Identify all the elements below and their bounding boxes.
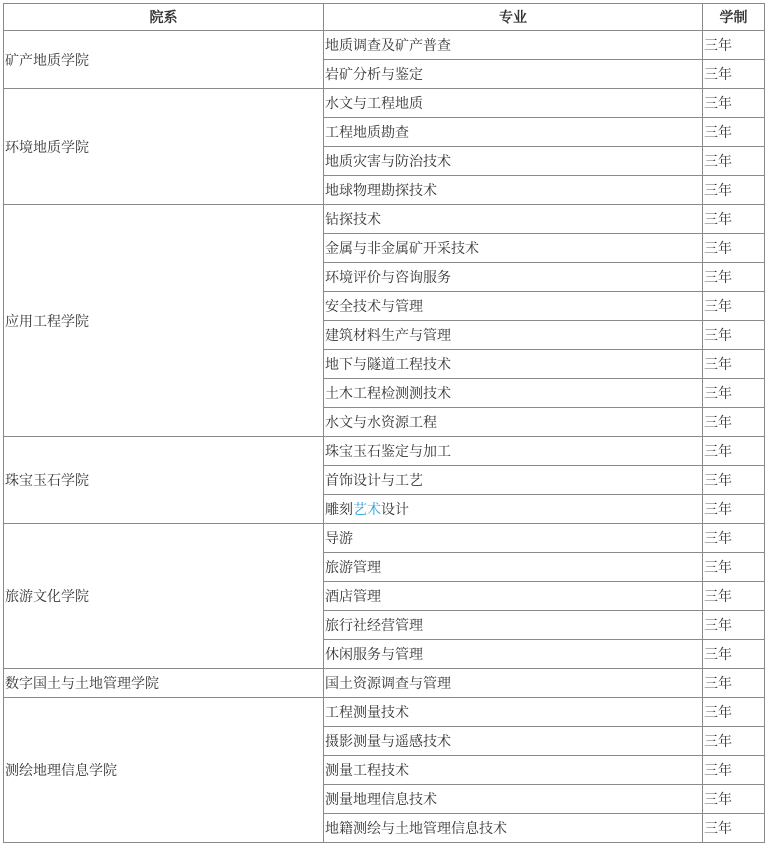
duration-cell: 三年 bbox=[703, 466, 765, 495]
duration-cell: 三年 bbox=[703, 524, 765, 553]
table-row bbox=[4, 669, 765, 698]
major-cell: 休闲服务与管理 bbox=[324, 640, 703, 669]
major-cell: 酒店管理 bbox=[324, 582, 703, 611]
art-link[interactable]: 艺术 bbox=[353, 502, 381, 518]
duration-cell: 三年 bbox=[703, 176, 765, 205]
duration-cell: 三年 bbox=[703, 205, 765, 234]
major-cell: 工程测量技术 bbox=[324, 698, 703, 727]
major-cell: 工程地质勘查 bbox=[324, 118, 703, 147]
duration-cell: 三年 bbox=[703, 437, 765, 466]
header-duration: 学制 bbox=[703, 4, 765, 31]
major-cell bbox=[324, 495, 703, 524]
major-cell: 国土资源调查与管理 bbox=[324, 669, 703, 698]
duration-cell: 三年 bbox=[703, 669, 765, 698]
duration-cell: 三年 bbox=[703, 234, 765, 263]
duration-cell: 三年 bbox=[703, 379, 765, 408]
major-cell: 测量工程技术 bbox=[324, 756, 703, 785]
major-cell: 土木工程检测测技术 bbox=[324, 379, 703, 408]
header-college: 院系 bbox=[4, 4, 324, 31]
major-cell: 旅行社经营管理 bbox=[324, 611, 703, 640]
duration-cell: 三年 bbox=[703, 292, 765, 321]
duration-cell: 三年 bbox=[703, 756, 765, 785]
table-row bbox=[4, 31, 765, 60]
major-cell: 珠宝玉石鉴定与加工 bbox=[324, 437, 703, 466]
college-cell: 珠宝玉石学院 bbox=[4, 437, 324, 524]
major-cell: 地球物理勘探技术 bbox=[324, 176, 703, 205]
duration-cell: 三年 bbox=[703, 408, 765, 437]
duration-cell: 三年 bbox=[703, 611, 765, 640]
college-cell: 环境地质学院 bbox=[4, 89, 324, 205]
duration-cell: 三年 bbox=[703, 147, 765, 176]
major-cell: 岩矿分析与鉴定 bbox=[324, 60, 703, 89]
duration-cell: 三年 bbox=[703, 495, 765, 524]
duration-cell: 三年 bbox=[703, 785, 765, 814]
table-row bbox=[4, 205, 765, 234]
duration-cell: 三年 bbox=[703, 814, 765, 843]
header-major: 专业 bbox=[324, 4, 703, 31]
major-cell: 测量地理信息技术 bbox=[324, 785, 703, 814]
major-cell: 建筑材料生产与管理 bbox=[324, 321, 703, 350]
major-text-part: 雕刻 bbox=[325, 502, 353, 518]
table-row bbox=[4, 89, 765, 118]
duration-cell: 三年 bbox=[703, 553, 765, 582]
major-cell: 金属与非金属矿开采技术 bbox=[324, 234, 703, 263]
duration-cell: 三年 bbox=[703, 118, 765, 147]
major-cell: 地下与隧道工程技术 bbox=[324, 350, 703, 379]
major-cell: 水文与工程地质 bbox=[324, 89, 703, 118]
table-row bbox=[4, 437, 765, 466]
major-cell: 首饰设计与工艺 bbox=[324, 466, 703, 495]
majors-table bbox=[3, 3, 765, 843]
college-cell: 测绘地理信息学院 bbox=[4, 698, 324, 843]
table-row bbox=[4, 698, 765, 727]
major-cell: 导游 bbox=[324, 524, 703, 553]
major-cell: 摄影测量与遥感技术 bbox=[324, 727, 703, 756]
college-cell: 矿产地质学院 bbox=[4, 31, 324, 89]
college-cell: 应用工程学院 bbox=[4, 205, 324, 437]
duration-cell: 三年 bbox=[703, 698, 765, 727]
major-cell: 地质调查及矿产普查 bbox=[324, 31, 703, 60]
duration-cell: 三年 bbox=[703, 31, 765, 60]
duration-cell: 三年 bbox=[703, 350, 765, 379]
college-cell: 旅游文化学院 bbox=[4, 524, 324, 669]
major-cell: 地籍测绘与土地管理信息技术 bbox=[324, 814, 703, 843]
header-row bbox=[4, 4, 765, 31]
duration-cell: 三年 bbox=[703, 582, 765, 611]
duration-cell: 三年 bbox=[703, 89, 765, 118]
duration-cell: 三年 bbox=[703, 640, 765, 669]
major-cell: 地质灾害与防治技术 bbox=[324, 147, 703, 176]
duration-cell: 三年 bbox=[703, 263, 765, 292]
major-text-part: 设计 bbox=[381, 502, 409, 518]
major-cell: 安全技术与管理 bbox=[324, 292, 703, 321]
major-cell: 水文与水资源工程 bbox=[324, 408, 703, 437]
major-cell: 环境评价与咨询服务 bbox=[324, 263, 703, 292]
major-cell: 旅游管理 bbox=[324, 553, 703, 582]
major-cell: 钻探技术 bbox=[324, 205, 703, 234]
duration-cell: 三年 bbox=[703, 321, 765, 350]
college-cell: 数字国土与土地管理学院 bbox=[4, 669, 324, 698]
table-row bbox=[4, 524, 765, 553]
duration-cell: 三年 bbox=[703, 60, 765, 89]
duration-cell: 三年 bbox=[703, 727, 765, 756]
